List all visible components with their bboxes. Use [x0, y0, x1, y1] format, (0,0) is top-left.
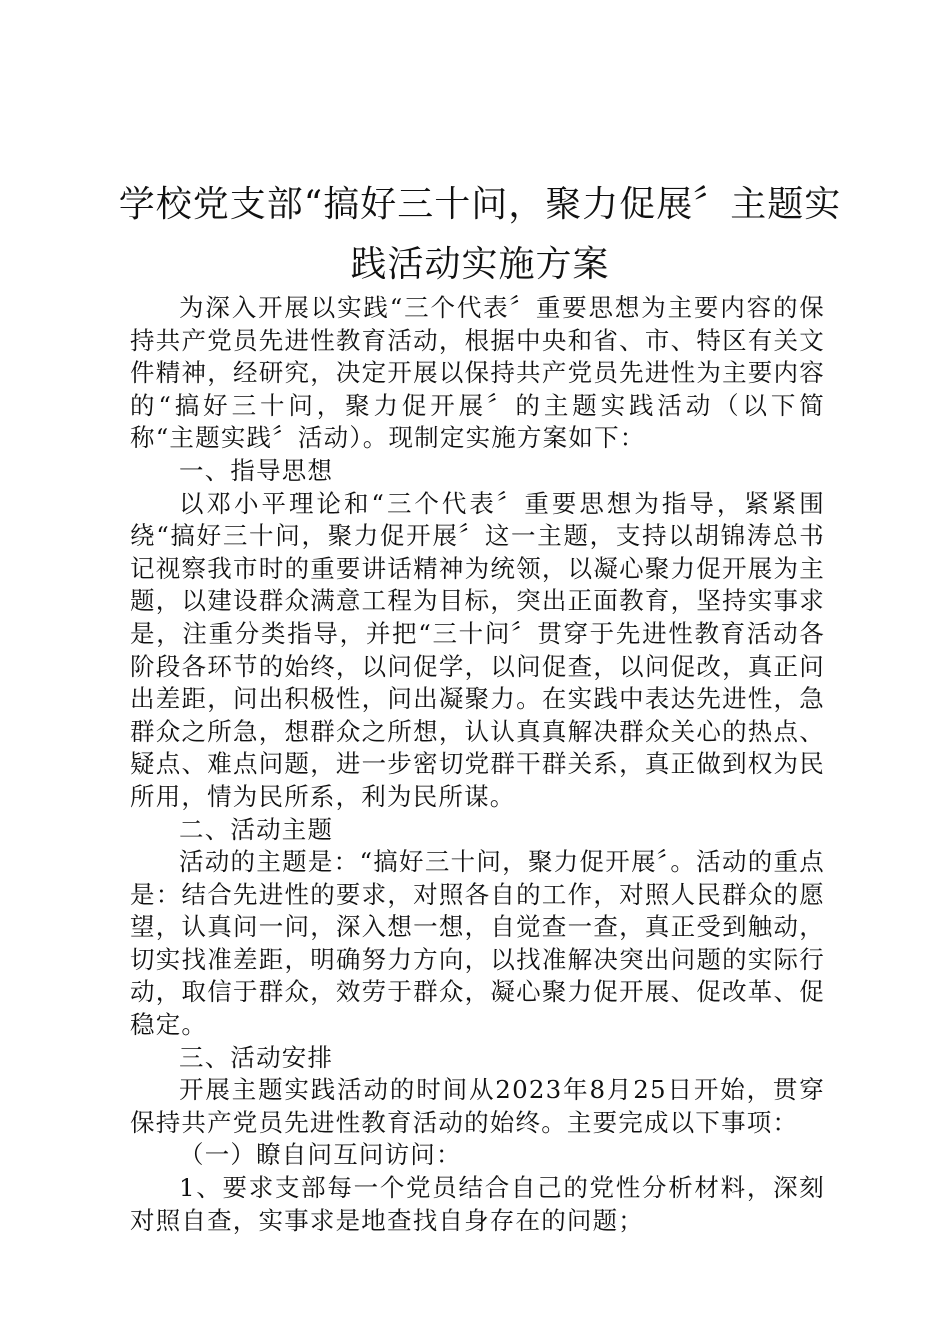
document-title: 学校党支部“搞好三十问，聚力促展〞主题实践活动实施方案	[118, 184, 842, 285]
section-heading-guiding-thought: 一、指导思想	[179, 455, 334, 485]
guiding-thought-paragraph: 以邓小平理论和“三个代表〞重要思想为指导，紧紧围绕“搞好三十问，聚力促开展〞这一主题，支持以胡锦涛总书记视察我市时的重要讲话精神为统领，以凝心聚力促开展为主题，以建设群众满意工程为目标，突出正面教育，坚持实事求是，注重分类指导，并把“三十问〞贯穿于先进性教育活动各阶段各环节的始终，以问促学，以问促查，以问促改，真正问出差距，问出积极性，问出凝聚力。在实践中表达先进性，急群众之所急，想群众之所想，认认真真解决群众关心的热点、疑点、难点问题，进一步密切党群干群关系，真正做到权为民所用，情为民所系，利为民所谋。	[130, 488, 825, 811]
activity-theme-paragraph: 活动的主题是：“搞好三十问，聚力促开展〞。活动的重点是：结合先进性的要求，对照各自的工作，对照人民群众的愿望，认真问一问，深入想一想，自觉查一查，真正受到触动，切实找准差距，明确努力方向，以找准解决突出问题的实际行动，取信于群众，效劳于群众，凝心聚力促开展、促改革、促稳定。	[130, 847, 825, 1040]
subsection-heading-self-questioning: （一）瞭自问互问访问：	[179, 1140, 462, 1170]
list-item-1-paragraph: 1、要求支部每一个党员结合自己的党性分析材料，深刻对照自查，实事求是地查找自身存在的问题；	[130, 1173, 825, 1235]
document-body	[130, 292, 825, 1237]
section-heading-activity-theme: 二、活动主题	[179, 814, 334, 844]
section-heading-activity-arrangement: 三、活动安排	[179, 1042, 334, 1072]
intro-paragraph: 为深入开展以实践“三个代表〞重要思想为主要内容的保持共产党员先进性教育活动，根据中央和省、市、特区有关文件精神，经研究，决定开展以保持共产党员先进性为主要内容的“搞好三十问，聚力促开展〞的主题实践活动（以下简称“主题实践〞活动）。现制定实施方案如下：	[130, 293, 825, 453]
activity-arrangement-paragraph: 开展主题实践活动的时间从2023年8月25日开始，贯穿保持共产党员先进性教育活动的始终。主要完成以下事项：	[130, 1075, 825, 1137]
